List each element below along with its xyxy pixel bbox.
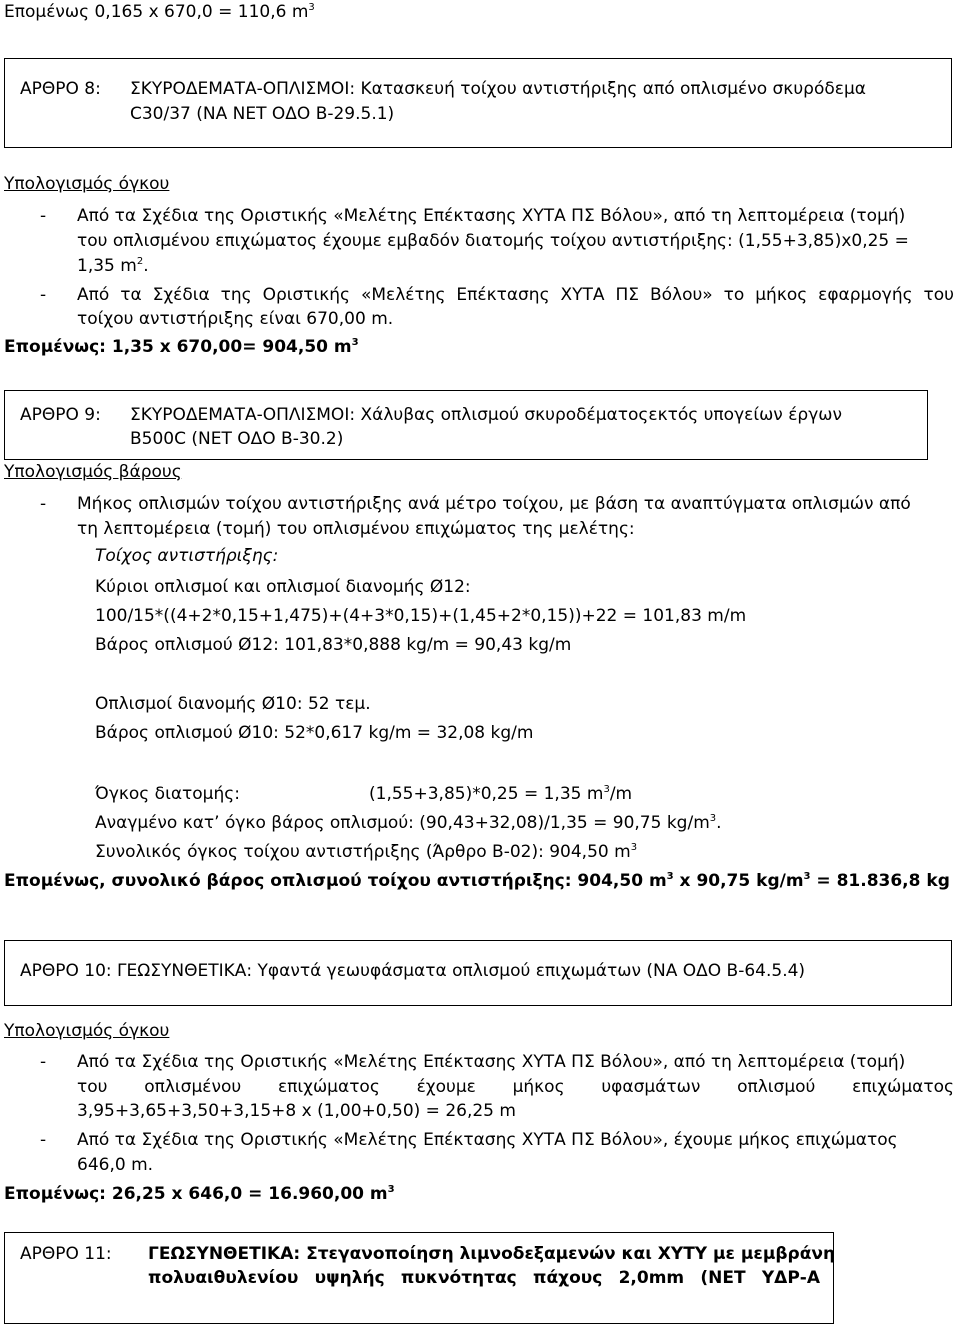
paragraph-line: τοίχου αντιστήριξης είναι 670,00 m. — [77, 309, 394, 329]
bullet-dash: - — [40, 285, 47, 305]
calc-value: (1,55+3,85)*0,25 = 1,35 $m^3/m$ — [369, 784, 633, 804]
article-9-title-line1: ΣΚΥΡΟΔΕΜΑΤΑ-ΟΠΛΙΣΜΟΙ: Χάλυβας οπλισμού σκυροδέματοςεκτός υπογείων έργων — [130, 405, 842, 425]
section-heading-volume: Υπολογισμός όγκου — [4, 174, 170, 194]
article-8-title-line2: C30/37 (ΝΑ ΝΕΤ ΟΔΟ Β-29.5.1) — [130, 104, 395, 124]
bullet-dash: - — [40, 494, 47, 514]
paragraph-line: 646,0 m. — [77, 1155, 154, 1175]
section-heading-weight: Υπολογισμός βάρους — [4, 462, 182, 482]
paragraph-line: Από τα Σχέδια της Οριστικής «Μελέτης Επέκτασης ΧΥΤΑ ΠΣ Βόλου», από τη λεπτομέρεια (τομή) — [77, 1052, 906, 1072]
bullet-dash: - — [40, 206, 47, 226]
paragraph-line: του οπλισμένου επιχώματος έχουμε μήκος υφασμάτων οπλισμού επιχώματος — [77, 1077, 954, 1097]
bullet-dash: - — [40, 1130, 47, 1150]
result-line: Επομένως: 26,25 x 646,0 = 16.960,00 $m^3$ — [4, 1184, 395, 1204]
article-9-title-line2: B500C (ΝΕΤ ΟΔΟ Β-30.2) — [130, 429, 344, 449]
wall-subheading: Τοίχος αντιστήριξης: — [95, 546, 279, 566]
paragraph-line: Από τα Σχέδια της Οριστικής «Μελέτης Επέκτασης ΧΥΤΑ ΠΣ Βόλου», έχουμε μήκος επιχώματος — [77, 1130, 898, 1150]
paragraph-line: Από τα Σχέδια της Οριστικής «Μελέτης Επέκτασης ΧΥΤΑ ΠΣ Βόλου» το μήκος εφαρμογής του — [77, 285, 954, 305]
paragraph-line: Από τα Σχέδια της Οριστικής «Μελέτης Επέκτασης ΧΥΤΑ ΠΣ Βόλου», από τη λεπτομέρεια (τομή) — [77, 206, 906, 226]
calc-line: Οπλισμοί διανομής Ø10: 52 τεμ. — [95, 694, 371, 714]
paragraph-line: 3,95+3,65+3,50+3,15+8 x (1,00+0,50) = 26,25 m — [77, 1101, 516, 1121]
calc-line: Συνολικός όγκος τοίχου αντιστήριξης (Άρθρο Β-02): 904,50 $m^3$ — [95, 842, 638, 862]
calc-line: 100/15*((4+2*0,15+1,475)+(4+3*0,15)+(1,45+2*0,15))+22 = 101,83 m/m — [95, 606, 747, 626]
paragraph-line: 1,35 $m^2$. — [77, 256, 149, 276]
calc-line: Βάρος οπλισμού Ø10: 52*0,617 kg/m = 32,08 kg/m — [95, 723, 534, 743]
calc-line: Αναγμένο κατ’ όγκο βάρος οπλισμού: (90,43+32,08)/1,35 = 90,75 $kg/m^3$. — [95, 813, 722, 833]
article-11-title-line1: ΓΕΩΣΥΝΘΕΤΙΚΑ: Στεγανοποίηση λιμνοδεξαμενών και ΧΥΤΥ με μεμβράνη — [148, 1244, 836, 1264]
paragraph-line: του οπλισμένου επιχώματος έχουμε εμβαδόν διατομής τοίχου αντιστήριξης: (1,55+3,85)x0,25 = — [77, 231, 909, 251]
section-heading-volume: Υπολογισμός όγκου — [4, 1021, 170, 1041]
article-11-title-line2: πολυαιθυλενίου υψηλής πυκνότητας πάχους 2,0mm (ΝΕΤ ΥΔΡ-Α — [148, 1268, 820, 1288]
result-line-previous: Επομένως 0,165 x 670,0 = 110,6 $m^3$ — [4, 2, 315, 22]
calc-line: Κύριοι οπλισμοί και οπλισμοί διανομής Ø12: — [95, 577, 471, 597]
calc-label: Όγκος διατομής: — [95, 784, 240, 804]
article-10-title: ΑΡΘΡΟ 10: ΓΕΩΣΥΝΘΕΤΙΚΑ: Υφαντά γεωυφάσματα οπλισμού επιχωμάτων (ΝΑ ΟΔΟ Β-64.5.4) — [20, 961, 806, 981]
article-11-label: ΑΡΘΡΟ 11: — [20, 1244, 112, 1264]
result-line: Επομένως, συνολικό βάρος οπλισμού τοίχου αντιστήριξης: 904,50 $m^3$ x 90,75 $kg/m^3 = 81.836,8$ kg — [4, 871, 950, 891]
bullet-dash: - — [40, 1052, 47, 1072]
article-9-label: ΑΡΘΡΟ 9: — [20, 405, 101, 425]
paragraph-line: Μήκος οπλισμών τοίχου αντιστήριξης ανά μέτρο τοίχου, με βάση τα αναπτύγματα οπλισμών από — [77, 494, 911, 514]
article-8-label: ΑΡΘΡΟ 8: — [20, 79, 101, 99]
article-8-title-line1: ΣΚΥΡΟΔΕΜΑΤΑ-ΟΠΛΙΣΜΟΙ: Κατασκευή τοίχου αντιστήριξης από οπλισμένο σκυρόδεμα — [130, 79, 866, 99]
result-line: Επομένως: 1,35 x 670,00= 904,50 $m^3$ — [4, 337, 359, 357]
paragraph-line: τη λεπτομέρεια (τομή) του οπλισμένου επιχώματος της μελέτης: — [77, 519, 635, 539]
calc-line: Βάρος οπλισμού Ø12: 101,83*0,888 kg/m = 90,43 kg/m — [95, 635, 572, 655]
article-8-box — [4, 58, 952, 148]
